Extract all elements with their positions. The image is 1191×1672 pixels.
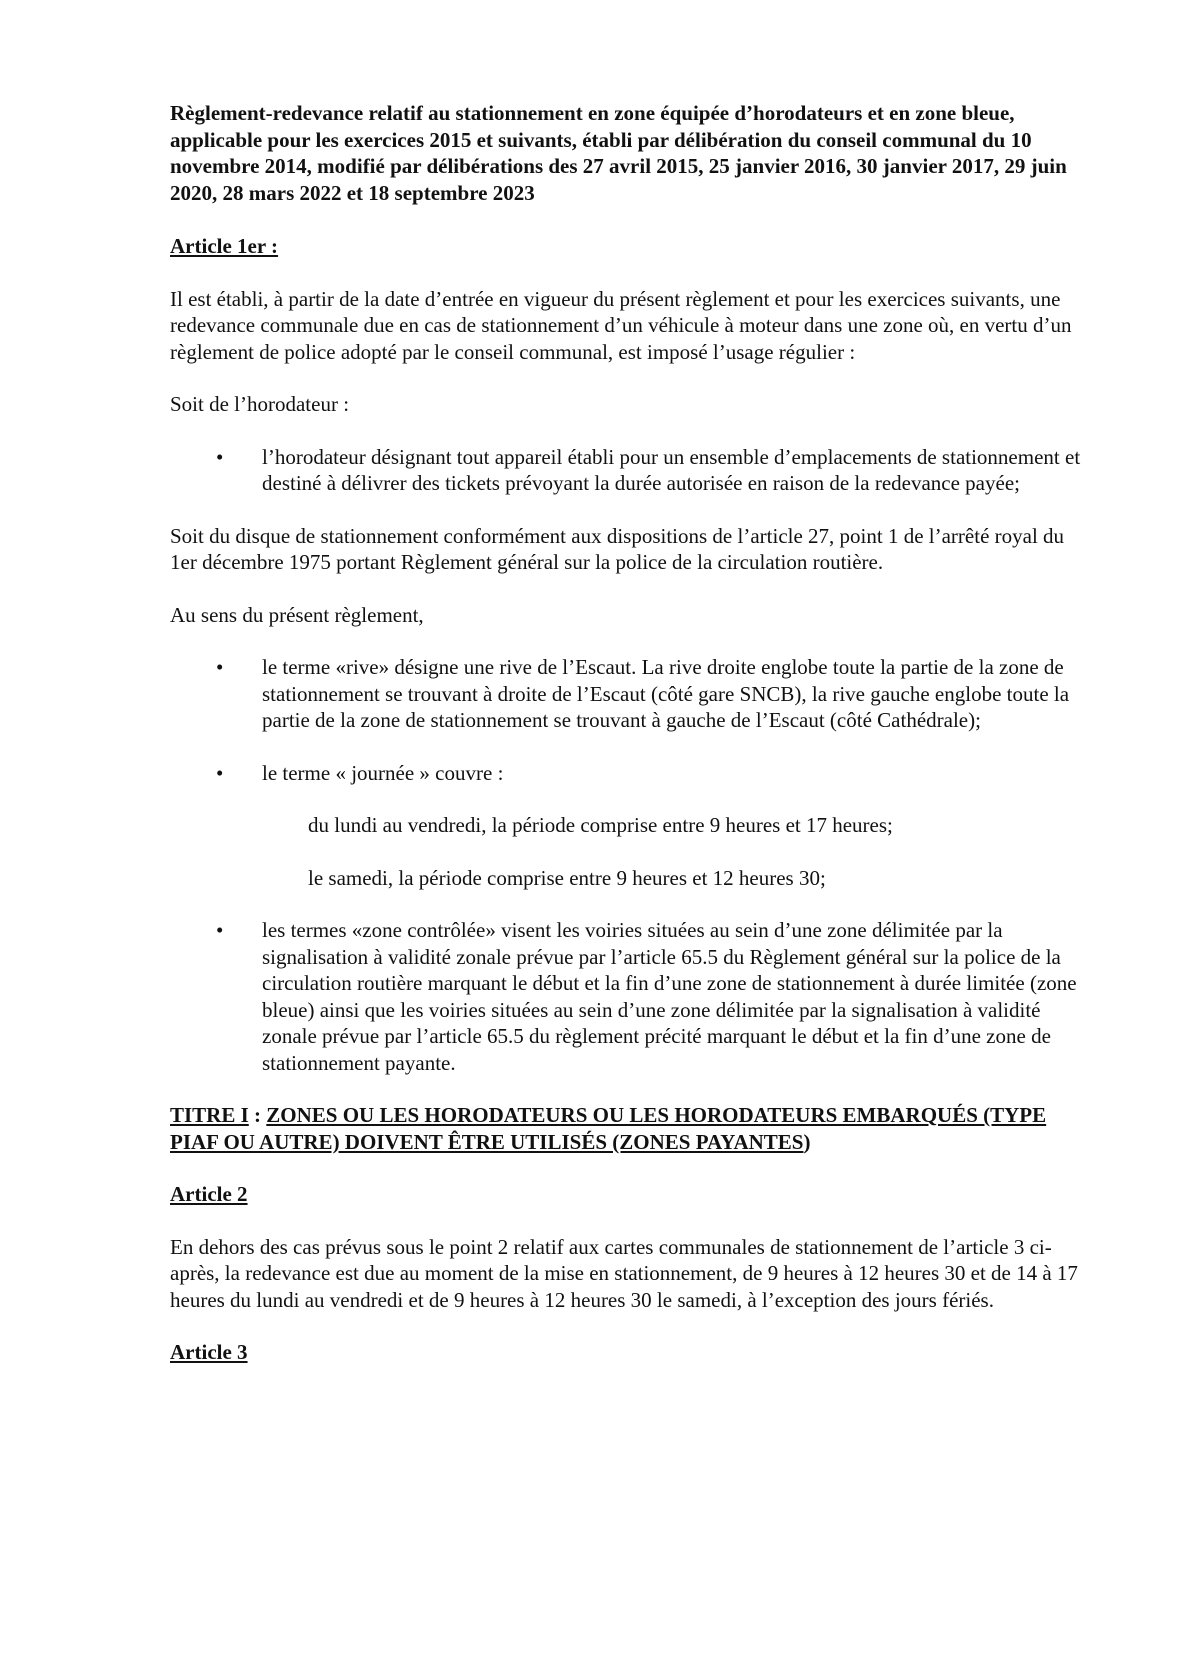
journee-weekday-period: du lundi au vendredi, la période comprise entre 9 heures et 17 heures;: [308, 813, 893, 837]
article-2-heading: Article 2: [170, 1182, 248, 1206]
au-sens-text: Au sens du présent règlement,: [170, 602, 424, 627]
document-title: Règlement-redevance relatif au stationnement en zone équipée d’horodateurs et en zone bleue, applicable pour les exercices 2015 et suivants, établi par délibération du conseil communal du 10 novembre 2014, modifié par délibérations des 27 avril 2015, 25 janvier 2016, 30 janvier 2017, 29 juin 2020, 28 mars 2022 et 18 septembre 2023: [170, 101, 1067, 205]
zone-definition-list: [170, 917, 1090, 1076]
zone-controlee-definition: les termes «zone contrôlée» visent les voiries situées au sein d’une zone délimitée par la signalisation à validité zonale prévue par l’article 65.5 du Règlement général sur la police de la circulation routière marquant le début et la fin d’une zone de stationnement à durée limitée (zone bleue) ainsi que les voiries situées au sein d’une zone délimitée par la signalisation à validité zonale prévue par l’article 65.5 du règlement précité marquant le début et la fin d’une zone de stationnement payante.: [262, 918, 1077, 1075]
titre-1-title: ZONES OU LES HORODATEURS OU LES HORODATEURS EMBARQUÉS (TYPE PIAF OU AUTRE) DOIVENT ÊTRE UTILISÉS (ZONES PAYANTES: [170, 1103, 1047, 1154]
list-item: [170, 654, 1090, 734]
rive-definition: le terme «rive» désigne une rive de l’Escaut. La rive droite englobe toute la partie de la zone de stationnement se trouvant à droite de l’Escaut (côté gare SNCB), la rive gauche englobe toute la partie de la zone de stationnement se trouvant à gauche de l’Escaut (côté Cathédrale);: [262, 655, 1070, 732]
definitions-list: [170, 654, 1090, 786]
article-2-text: En dehors des cas prévus sous le point 2 relatif aux cartes communales de stationnement de l’article 3 ci-après, la redevance est due au moment de la mise en stationnement, de 9 heures à 12 heures 30 et de 14 à 17 heures du lundi au vendredi et de 9 heures à 12 heures 30 le samedi, à l’exception des jours fériés.: [170, 1234, 1078, 1312]
journee-saturday-period: le samedi, la période comprise entre 9 heures et 12 heures 30;: [308, 865, 826, 890]
bullet-icon: •: [216, 760, 224, 785]
list-item: [170, 444, 1090, 497]
horodateur-list: [170, 444, 1090, 497]
list-item: [170, 760, 1090, 787]
soit-horodateur-text: Soit de l’horodateur :: [170, 392, 350, 416]
article-1-heading: Article 1er :: [170, 234, 279, 258]
titre-1-label: TITRE I: [170, 1103, 249, 1127]
article-1-intro: Il est établi, à partir de la date d’entrée en vigueur du présent règlement et pour les exercices suivants, une redevance communale due en cas de stationnement d’un véhicule à moteur dans une zone où, en vertu d’un règlement de police adopté par le conseil communal, est imposé l’usage régulier :: [170, 286, 1072, 364]
titre-1-separator: :: [248, 1103, 267, 1127]
journee-definition: le terme « journée » couvre :: [262, 760, 504, 785]
article-3-heading: Article 3: [170, 1340, 248, 1364]
bullet-icon: •: [216, 918, 224, 942]
titre-1-closing: ): [803, 1129, 811, 1154]
bullet-icon: •: [216, 655, 224, 679]
bullet-icon: •: [216, 444, 224, 469]
document-page: [170, 100, 1090, 1392]
soit-disque-text: Soit du disque de stationnement conformément aux dispositions de l’article 27, point 1 de l’arrêté royal du 1er décembre 1975 portant Règlement général sur la police de la circulation routière.: [170, 523, 1065, 574]
titre-1-heading: [170, 1102, 1090, 1155]
horodateur-definition: l’horodateur désignant tout appareil établi pour un ensemble d’emplacements de stationnement et destiné à délivrer des tickets prévoyant la durée autorisée en raison de la redevance payée;: [262, 444, 1081, 495]
list-item: [170, 917, 1090, 1076]
